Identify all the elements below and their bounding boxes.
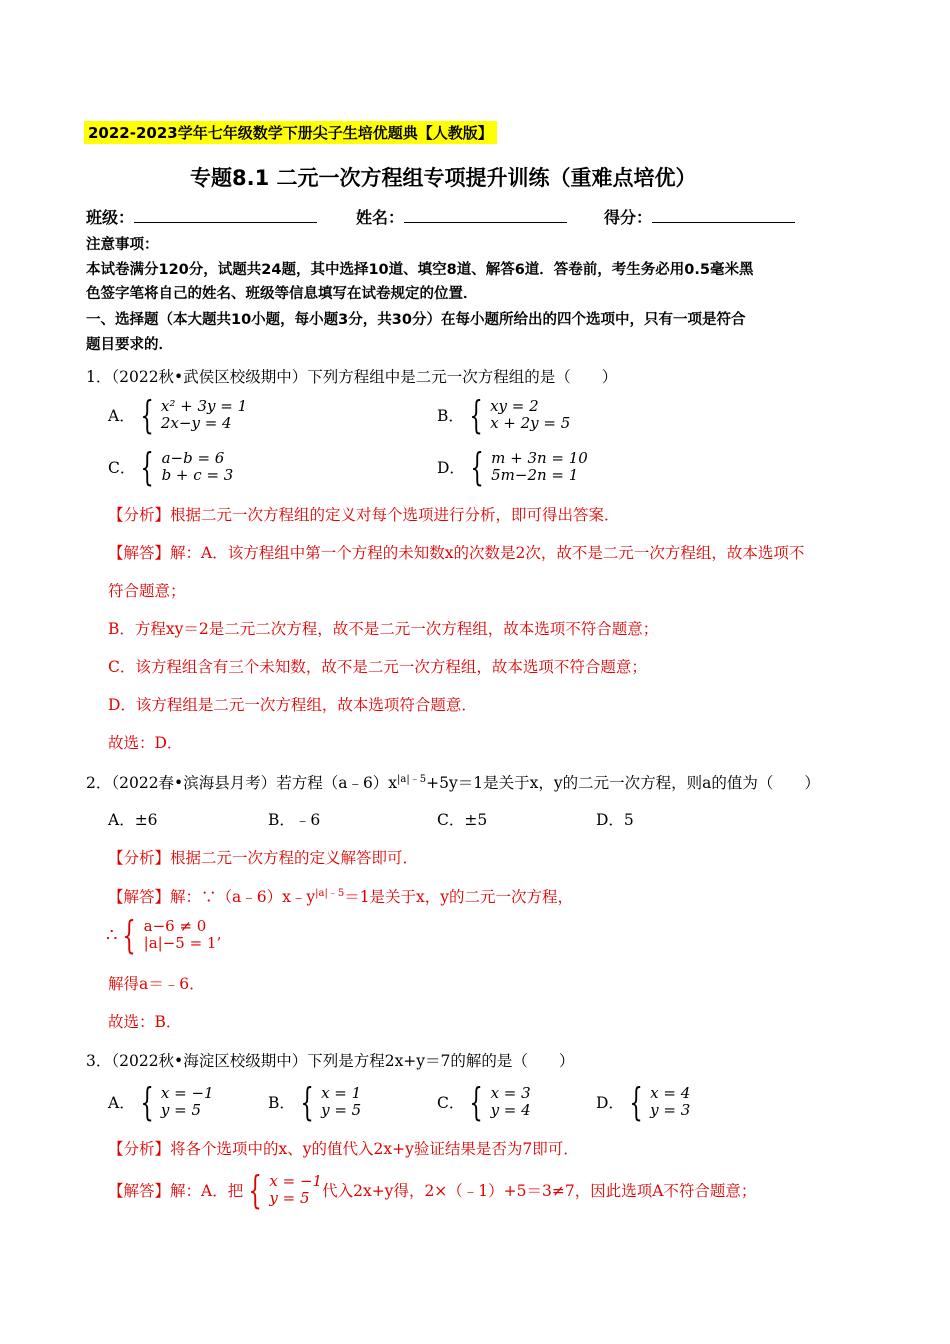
q1-stem: 1．（2022秋•武侯区校级期中）下列方程组中是二元一次方程组的是（ ）: [86, 368, 618, 386]
banner: 2022-2023学年七年级数学下册尖子生培优题典【人教版】: [84, 121, 497, 144]
q2-solve: 解得a＝﹣6．: [108, 975, 205, 993]
analysis-text: 根据二元一次方程组的定义对每个选项进行分析，即可得出答案．: [170, 506, 620, 524]
q3-option-b[interactable]: B． { x = 1 y = 5: [268, 1080, 362, 1124]
answer-text: 代入2x+y得，2×（﹣1）+5＝3≠7，因此选项A不符合题意；: [322, 1182, 757, 1200]
equation: a−6 ≠ 0: [143, 917, 207, 935]
equation: x = 3: [490, 1084, 531, 1102]
answer-tag: 【解答】: [108, 544, 171, 562]
answer-text: 解：∵（a﹣6）x﹣y: [170, 888, 316, 907]
equation: x = −1: [160, 1084, 214, 1102]
q1-answer-line2: 符合题意；: [108, 582, 186, 600]
q3-option-d[interactable]: D． { x = 4 y = 3: [596, 1080, 691, 1124]
q2-analysis: [108, 846, 418, 868]
equation: x = 4: [650, 1084, 691, 1102]
answer-text: 解：A．该方程组中第一个方程的未知数x的次数是2次，故不是二元一次方程组，故本选项不: [170, 544, 805, 562]
q2-option-c[interactable]: C．±5: [437, 811, 488, 829]
q1-option-c[interactable]: C． { a−b = 6 b + c = 3: [108, 445, 234, 489]
equation: xy = 2: [490, 397, 539, 415]
equation: 2x−y = 4: [160, 414, 232, 432]
notes-line1: 本试卷满分120分，试题共24题，其中选择10道、填空8道、解答6道．答卷前，考生务必用0.5毫米黑: [86, 262, 754, 278]
exponent: |a|﹣5: [397, 774, 427, 785]
equation: x = −1: [269, 1172, 323, 1190]
analysis-text: 将各个选项中的x、y的值代入2x+y验证结果是否为7即可．: [170, 1140, 579, 1158]
q3-stem: 3．（2022秋•海淀区校级期中）下列是方程2x+y＝7的解的是（ ）: [86, 1052, 575, 1070]
equation: b + c = 3: [161, 466, 234, 484]
class-label: 班级：: [86, 208, 135, 227]
score-field[interactable]: [604, 205, 795, 228]
therefore-symbol: ∴: [106, 924, 118, 946]
q3-answer-line1: 【解答】 解：A．把 { x = −1 y = 5 代入2x+y得，2×（﹣1）+5＝3≠7，因此选项A不符合题意；: [108, 1168, 757, 1212]
q2-option-d[interactable]: D．5: [596, 811, 634, 829]
section-heading-1: 一、选择题（本大题共10小题，每小题3分，共30分）在每小题所给出的四个选项中，只有一项是符合: [86, 312, 746, 328]
equation: m + 3n = 10: [491, 449, 588, 467]
answer-text: ＝1是关于x，y的二元一次方程，: [344, 888, 574, 907]
option-label: B．: [268, 1094, 295, 1112]
section-heading-2: 题目要求的．: [86, 337, 173, 353]
answer-tag: 【解答】: [108, 888, 171, 907]
q3-option-a[interactable]: A． { x = −1 y = 5: [108, 1080, 214, 1124]
q1-choice: 故选：D．: [108, 734, 183, 752]
equation: y = 3: [650, 1101, 691, 1119]
equation: x = 1: [321, 1084, 362, 1102]
option-label: B．: [437, 407, 464, 425]
analysis-tag: 【分析】: [108, 506, 171, 524]
option-label: C．: [437, 1094, 465, 1112]
q3-analysis: [108, 1137, 579, 1159]
name-field[interactable]: [356, 205, 567, 228]
q3-option-c[interactable]: C． { x = 3 y = 4: [437, 1080, 531, 1124]
equation: x + 2y = 5: [490, 414, 571, 432]
answer-text: 解：A．把: [170, 1182, 244, 1200]
q2-choice: 故选：B．: [108, 1013, 182, 1031]
q2-option-b[interactable]: B．﹣6: [268, 811, 321, 829]
q1-option-b[interactable]: B． { xy = 2 x + 2y = 5: [437, 393, 571, 437]
analysis-tag: 【分析】: [108, 849, 171, 867]
stem-text: +5y＝1是关于x，y的二元一次方程，则a的值为（ ）: [426, 774, 820, 793]
equation: y = 5: [160, 1101, 202, 1119]
equation: |a|−5 = 1’: [143, 934, 222, 952]
stem-text: 2．（2022春•滨海县月考）若方程（a﹣6）x: [86, 774, 398, 793]
q2-stem: [86, 770, 820, 793]
class-field[interactable]: [86, 205, 317, 228]
q1-analysis: [108, 503, 620, 525]
equation: 5m−2n = 1: [491, 466, 579, 484]
equation: a−b = 6: [161, 449, 225, 467]
exponent: |a|﹣5: [315, 888, 345, 899]
equation: y = 4: [490, 1101, 531, 1119]
q1-answer-line3: B．方程xy＝2是二元二次方程，故不是二元一次方程组，故本选项不符合题意；: [108, 620, 659, 638]
option-label: C．: [108, 459, 136, 477]
name-label: 姓名：: [356, 208, 405, 227]
q2-answer-line1: [108, 884, 573, 907]
equation: x² + 3y = 1: [160, 397, 248, 415]
q2-system: ∴ { a−6 ≠ 0 |a|−5 = 1’: [106, 913, 222, 957]
option-label: A．: [108, 407, 135, 425]
q2-option-a[interactable]: A．±6: [108, 811, 158, 829]
analysis-text: 根据二元一次方程的定义解答即可．: [170, 849, 419, 867]
q1-answer-line1: [108, 541, 804, 563]
equation: y = 5: [321, 1101, 362, 1119]
q1-answer-line4: C．该方程组含有三个未知数，故不是二元一次方程组，故本选项不符合题意；: [108, 658, 647, 676]
notes-line2: 色签字笔将自己的姓名、班级等信息填写在试卷规定的位置．: [86, 286, 478, 302]
option-label: D．: [596, 1094, 624, 1112]
q1-option-d[interactable]: D． { m + 3n = 10 5m−2n = 1: [437, 445, 588, 489]
q1-option-a[interactable]: A． { x² + 3y = 1 2x−y = 4: [108, 393, 248, 437]
option-label: A．: [108, 1094, 135, 1112]
q1-answer-line5: D．该方程组是二元一次方程组，故本选项符合题意．: [108, 696, 477, 714]
score-label: 得分：: [604, 208, 653, 227]
answer-tag: 【解答】: [108, 1182, 171, 1200]
page-title: 专题8.1 二元一次方程组专项提升训练（重难点培优）: [190, 166, 697, 190]
equation: y = 5: [269, 1189, 310, 1207]
notes-heading: 注意事项：: [86, 237, 159, 253]
option-label: D．: [437, 459, 465, 477]
analysis-tag: 【分析】: [108, 1140, 171, 1158]
